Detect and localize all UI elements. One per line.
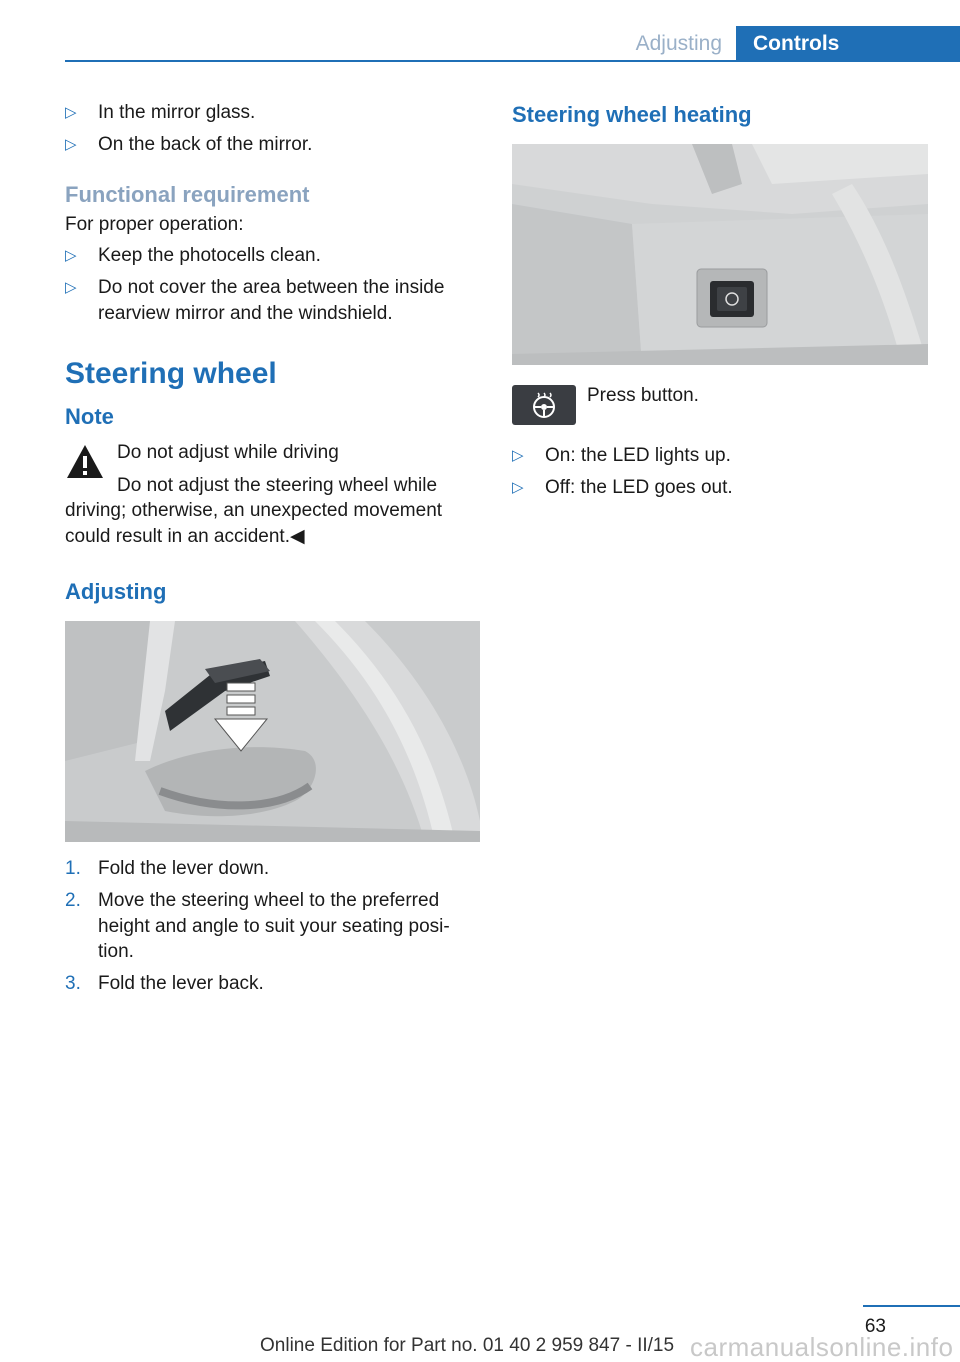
- right-column: [512, 100, 928, 507]
- warning-triangle-icon: [65, 442, 105, 482]
- warning-title: Do not adjust while driving: [117, 442, 339, 463]
- triangle-right-icon: ▷: [65, 247, 77, 264]
- steering-wheel-heating-icon: [527, 390, 561, 420]
- list-item: ▷ Off: the LED goes out.: [512, 475, 928, 501]
- list-item: ▷ On the back of the mirror.: [65, 132, 480, 158]
- list-item: ▷ Keep the photocells clean.: [65, 243, 480, 269]
- list-item: 1. Fold the lever down.: [65, 858, 270, 879]
- list-item: ▷ Do not cover the area between the inside rearview mirror and the windshield.: [65, 277, 445, 324]
- functional-requirement-heading: Functional requirement: [65, 181, 310, 207]
- functional-requirement-intro: For proper operation:: [65, 213, 244, 235]
- steering-wheel-heading: Steering wheel: [65, 357, 277, 390]
- steering-lever-photo: [65, 621, 480, 842]
- mirror-location-list: [65, 100, 480, 158]
- heating-button: [512, 385, 576, 425]
- triangle-right-icon: ▷: [512, 447, 524, 464]
- steering-lever-illustration: [65, 621, 480, 842]
- left-column: [65, 100, 480, 1003]
- warning-text-rest: driving; otherwise, an unexpected movement could result in an accident.◀: [65, 500, 443, 547]
- heating-button-instruction: [512, 383, 928, 431]
- functional-requirement-list: [65, 243, 480, 326]
- list-item: 3. Fold the lever back.: [65, 973, 264, 994]
- warning-text-line1: Do not adjust the steering wheel while: [117, 474, 438, 496]
- steering-wheel-heating-heading: Steering wheel heating: [512, 102, 752, 127]
- note-heading: Note: [65, 404, 114, 429]
- list-item: ▷ In the mirror glass.: [65, 100, 480, 126]
- led-state-list: [512, 443, 928, 501]
- heating-button-illustration: [512, 144, 928, 365]
- header-rule: [65, 60, 960, 62]
- header-chapter: Controls: [736, 26, 960, 62]
- footer-rule: [863, 1305, 960, 1307]
- warning-block: [65, 440, 480, 549]
- adjusting-steps: [65, 856, 480, 997]
- list-item: ▷ On: the LED lights up.: [512, 443, 928, 469]
- heating-button-photo: [512, 144, 928, 365]
- page-number: 63: [864, 1316, 886, 1337]
- triangle-right-icon: ▷: [65, 279, 77, 296]
- header-section: Adjusting: [635, 32, 722, 55]
- press-button-text: Press button.: [587, 385, 699, 406]
- watermark: carmanualsonline.info: [690, 1332, 954, 1362]
- adjusting-heading: Adjusting: [65, 579, 167, 604]
- triangle-right-icon: ▷: [65, 136, 77, 153]
- edition-text: Online Edition for Part no. 01 40 2 959 847 - II/15: [260, 1335, 675, 1356]
- list-item: 2. Move the steering wheel to the preferred height and angle to suit your seating posi-tion.: [65, 890, 450, 962]
- triangle-right-icon: ▷: [512, 479, 524, 496]
- triangle-right-icon: ▷: [65, 104, 77, 121]
